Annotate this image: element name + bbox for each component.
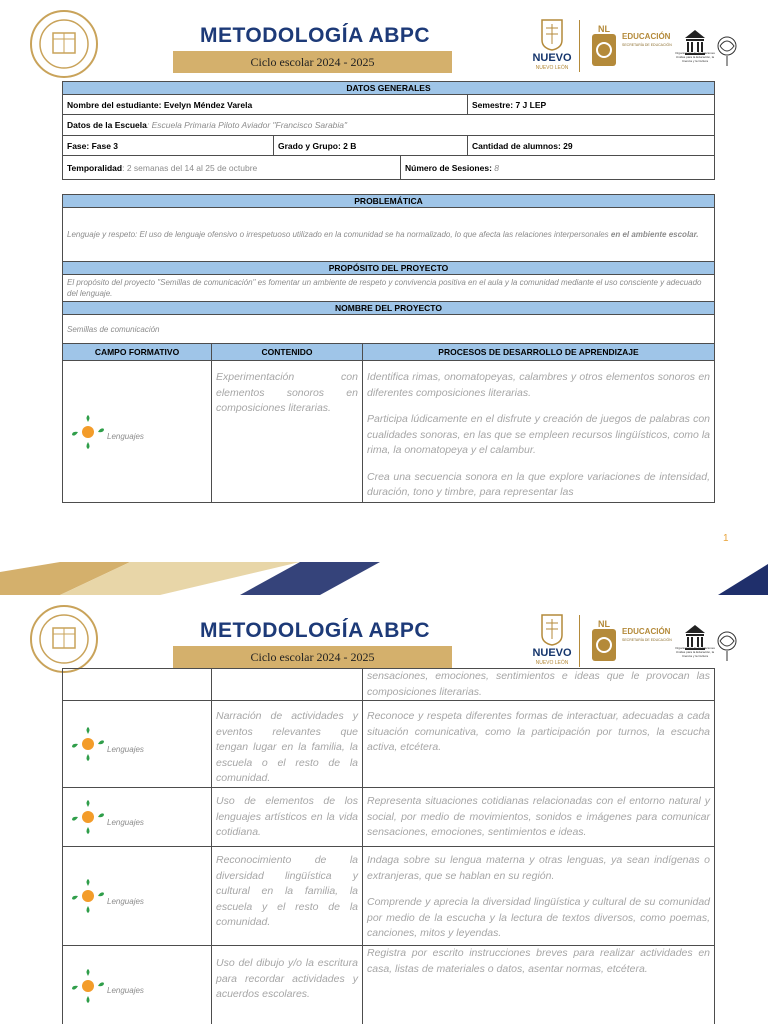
- student-count-cell: Cantidad de alumnos: 29: [468, 136, 715, 156]
- school-cycle-banner: Ciclo escolar 2024 - 2025: [173, 646, 452, 668]
- page-number: 1: [723, 533, 729, 544]
- table-row: [63, 361, 715, 503]
- problem-text-main: Lenguaje y respeto: El uso de lenguaje ofensivo o irrespetuoso utilizado en la comunidad se ha normalizado, lo que afecta las relaciones interpersonales: [67, 230, 611, 239]
- campo-cell: [63, 701, 212, 788]
- student-name-cell: Nombre del estudiante: Evelyn Méndez Varela: [63, 95, 468, 115]
- education-logo-subtext: SECRETARÍA DE EDUCACIÓN: [622, 43, 672, 47]
- campo-cell: [63, 669, 212, 701]
- school-seal-logo: [29, 9, 99, 79]
- procesos-cell: [363, 847, 715, 946]
- continued-content-table: [62, 668, 715, 1024]
- campo-cell: [63, 946, 212, 1024]
- logo-divider: [579, 615, 580, 667]
- campo-label: Lenguajes: [107, 744, 144, 754]
- problem-header: PROBLEMÁTICA: [63, 195, 715, 208]
- school-cycle-banner: Ciclo escolar 2024 - 2025: [173, 51, 452, 73]
- page-header: [0, 595, 768, 675]
- nl-logo-text: NL: [598, 24, 610, 34]
- problem-text: [63, 208, 715, 262]
- nuevo-logo-text: NUEVO: [532, 52, 572, 64]
- col-header-contenido: CONTENIDO: [212, 344, 363, 361]
- col-header-procesos: PROCESOS DE DESARROLLO DE APRENDIZAJE: [363, 344, 715, 361]
- sessions-value: 8: [491, 162, 500, 173]
- nl-education-icon: [590, 617, 618, 663]
- table-row: [63, 669, 715, 701]
- project-name-text: Semillas de comunicación: [63, 315, 715, 344]
- temporality-label: Temporalidad: [67, 162, 123, 173]
- unesco-logo-text: Organización de las Naciones Unidas para la Educación, la Ciencia y la Cultura: [675, 646, 715, 658]
- campo-label: Lenguajes: [107, 896, 144, 906]
- institution-logos: [528, 613, 744, 669]
- school-seal-logo: [29, 604, 99, 674]
- procesos-cell: [363, 361, 715, 503]
- education-logo-text: EDUCACIÓN: [622, 627, 671, 636]
- procesos-cell: sensaciones, emociones, sentimientos e ideas que le provocan las composiciones literarias.: [363, 669, 715, 701]
- education-logo-subtext: SECRETARÍA DE EDUCACIÓN: [622, 638, 672, 642]
- contenido-cell: Uso de elementos de los lenguajes artísticos en la vida cotidiana.: [212, 788, 363, 847]
- procesos-cell: Representa situaciones cotidianas relacionadas con el entorno natural y social, por medio de movimientos, sonidos e imágenes para comunicar sensaciones, emociones, sentimientos e ideas.: [363, 788, 715, 847]
- page-title: METODOLOGÍA ABPC: [199, 619, 431, 642]
- school-data-value: : Escuela Primaria Piloto Aviador "Francisco Sarabia": [146, 120, 348, 130]
- memory-of-world-icon: [714, 24, 740, 70]
- semester-cell: Semestre: 7 J LEP: [468, 95, 715, 115]
- nuevo-logo-subtext: NUEVO LEÓN: [535, 660, 569, 666]
- logo-divider: [579, 20, 580, 72]
- memory-of-world-icon: [714, 619, 740, 665]
- purpose-header: PROPÓSITO DEL PROYECTO: [63, 262, 715, 275]
- school-data-cell: [63, 115, 715, 136]
- table-row: [63, 847, 715, 946]
- lenguajes-icon: [69, 877, 107, 915]
- contenido-cell: Experimentación con elementos sonoros en composiciones literarias.: [212, 361, 363, 503]
- campo-label: Lenguajes: [107, 817, 144, 827]
- proceso-item: Participa lúdicamente en el disfrute y creación de juegos de palabras con cualidades sonoras, en las que se empleen recursos lingüísticos, como la rima, la onomatopeya y el calambur.: [367, 413, 711, 456]
- lenguajes-icon: [69, 798, 107, 836]
- school-data-label: Datos de la Escuela: [67, 120, 147, 130]
- project-table: [62, 194, 715, 503]
- fase-cell: Fase: Fase 3: [63, 136, 274, 156]
- temporality-cell: [63, 156, 401, 180]
- nuevo-logo-subtext: NUEVO LEÓN: [535, 65, 569, 71]
- nl-logo-text: NL: [598, 619, 610, 629]
- procesos-cell: Reconoce y respeta diferentes formas de interactuar, adecuadas a cada situación comunicativa, como la participación por turnos, la escucha activa, etcétera.: [363, 701, 715, 788]
- proceso-item: Comprende y aprecia la diversidad lingüística y cultural de su comunidad por medio de la escucha y la lectura de textos diversos, como poemas, canciones, mitos y leyendas.: [367, 896, 710, 939]
- proceso-item: Crea una secuencia sonora en la que explore variaciones de intensidad, duración, tono y timbre, para representar las: [367, 470, 711, 498]
- general-data-header: DATOS GENERALES: [63, 82, 715, 95]
- lenguajes-icon: [69, 967, 107, 1005]
- campo-label: Lenguajes: [107, 986, 144, 995]
- problem-text-bold: en el ambiente escolar.: [610, 230, 699, 239]
- project-name-header: NOMBRE DEL PROYECTO: [63, 302, 715, 315]
- page-footer-decoration: [0, 560, 768, 595]
- procesos-cell: Registra por escrito instrucciones breves para realizar actividades en casa, listas de materiales o datos, asentar normas, etcétera.: [363, 946, 715, 1024]
- lenguajes-icon: [69, 725, 107, 763]
- contenido-cell: Uso del dibujo y/o la escritura para recordar actividades y acuerdos escolares.: [212, 946, 363, 1024]
- lenguajes-icon: [69, 413, 107, 451]
- contenido-cell: [212, 669, 363, 701]
- nl-education-icon: [590, 22, 618, 68]
- table-row: [63, 946, 715, 1024]
- proceso-item: Identifica rimas, onomatopeyas, calambres y otros elementos sonoros en diferentes composiciones literarias.: [367, 371, 711, 399]
- proceso-item: Indaga sobre su lengua materna y otras lenguas, ya sean indígenas o extranjeras, que se hablan en su región.: [367, 854, 710, 882]
- page-header: [0, 0, 768, 80]
- nuevo-logo-text: NUEVO: [532, 647, 572, 659]
- col-header-campo: CAMPO FORMATIVO: [63, 344, 212, 361]
- contenido-cell: Narración de actividades y eventos relevantes que tengan lugar en la familia, la escuela o el resto de la comunidad.: [212, 701, 363, 788]
- unesco-logo-text: Organización de las Naciones Unidas para la Educación, la Ciencia y la Cultura: [675, 51, 715, 63]
- sessions-cell: [401, 156, 715, 180]
- grade-group-cell: Grado y Grupo: 2 B: [274, 136, 468, 156]
- campo-cell: [63, 361, 212, 503]
- page-title: METODOLOGÍA ABPC: [199, 24, 431, 47]
- sessions-label: Número de Sesiones:: [405, 162, 492, 173]
- education-logo-text: EDUCACIÓN: [622, 32, 671, 41]
- campo-label: Lenguajes: [107, 432, 144, 441]
- temporality-value: : 2 semanas del 14 al 25 de octubre: [122, 162, 258, 173]
- campo-cell: [63, 788, 212, 847]
- purpose-text: El propósito del proyecto "Semillas de comunicación" es fomentar un ambiente de respeto y convivencia positiva en el aula y la comunidad mediante el uso consciente y adecuado del lenguaje.: [63, 275, 715, 302]
- contenido-cell: Reconocimiento de la diversidad lingüística y cultural en la familia, la escuela y el resto de la comunidad.: [212, 847, 363, 946]
- campo-cell: [63, 847, 212, 946]
- table-row: [63, 788, 715, 847]
- page-2: [0, 595, 768, 1024]
- general-data-table: [62, 81, 715, 180]
- institution-logos: [528, 18, 744, 74]
- table-row: [63, 701, 715, 788]
